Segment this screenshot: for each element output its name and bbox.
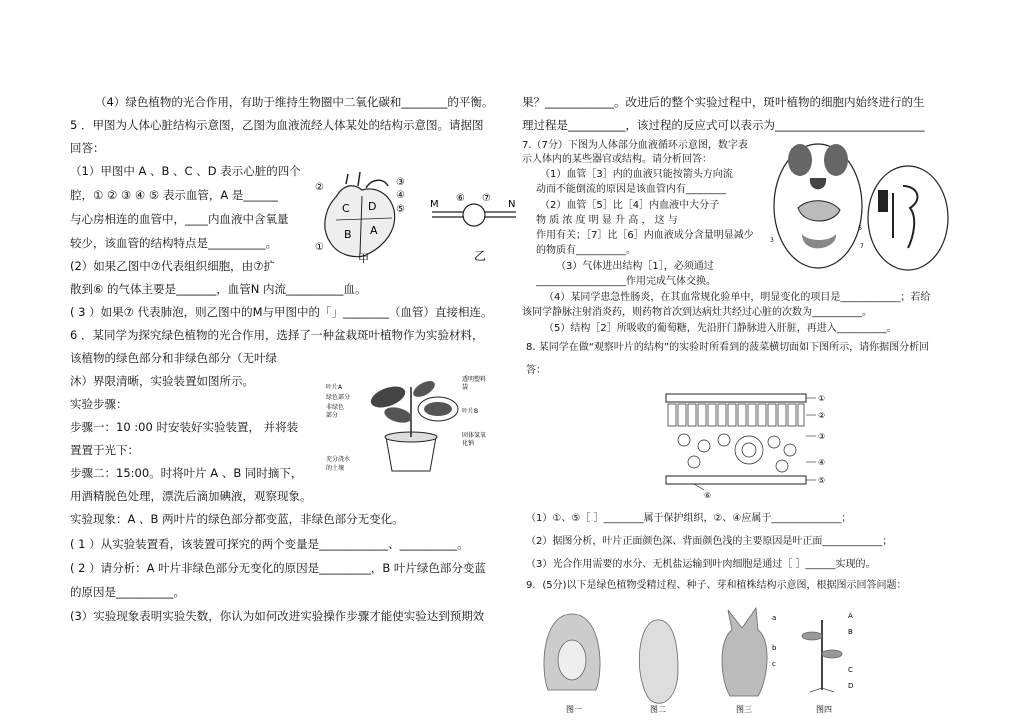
- fig9-label-c: c: [772, 660, 776, 668]
- fig9-label-b: b: [772, 644, 777, 652]
- fig9-caption-2: 图二: [650, 705, 666, 714]
- q9-intro: 9．(5分)以下是绿色植物受精过程、种子、芽和植株结构示意图，根据图示回答问题：: [526, 580, 907, 591]
- circulation-diagram: [768, 138, 958, 273]
- plant-experiment-diagram: [326, 367, 496, 477]
- plant-label-leaf-b: 叶片B: [462, 408, 479, 415]
- fig9-label-B: B: [848, 628, 853, 636]
- q7-intro-2: 示人体内的某些器官或结构。请分析回答：: [522, 154, 712, 165]
- q6-result: 实验现象：A 、B 两叶片的绿色部分都变蓝，非绿色部分无变化。: [70, 512, 404, 526]
- fig9-caption-4: 图四: [816, 705, 832, 714]
- svg-text:7: 7: [860, 243, 864, 250]
- q7-3-a: （3）气体进出结构［1］，必须通过: [556, 261, 714, 272]
- leaf-label-2: ②: [818, 411, 826, 420]
- q5-1-c: 与心房相连的血管中，____内血液中含氧量: [70, 212, 289, 226]
- heart-label-c: C: [342, 202, 350, 215]
- q6-step1-b: 置置于光下：: [70, 443, 139, 457]
- heart-label-1: ①: [315, 242, 324, 253]
- plant-label-part: 部分: [326, 412, 339, 419]
- leaf-label-4: ④: [818, 458, 826, 467]
- plant-label-leaf-a: 叶片A: [326, 384, 343, 391]
- heart-caption: 甲: [358, 252, 369, 264]
- q7-4-b: 该同学静脉注射消炎药，则药物首次到达病灶共经过心脏的次数为__________。: [522, 307, 872, 318]
- q5-2-b: 散到⑥ 的气体主要是_______，血管N 内流__________血。: [70, 282, 367, 296]
- leaf-label-3: ③: [818, 432, 826, 441]
- leaf-label-6: ⑥: [704, 491, 712, 500]
- leaf-cross-section: [664, 390, 834, 500]
- leaf-label-5: ⑤: [818, 476, 826, 485]
- capillary-diagram: [428, 190, 520, 265]
- q4-line: （4）绿色植物的光合作用，有助于维持生物圈中二氧化碳和________的平衡。: [95, 95, 494, 109]
- vessel-caption: 乙: [474, 249, 487, 263]
- heart-label-4: ④: [396, 190, 405, 201]
- q8-intro-2: 答：: [526, 365, 546, 376]
- q6-2-b: 的原因是__________。: [70, 585, 185, 599]
- q5-intro-2: 回答：: [70, 141, 105, 155]
- q7-intro: 7.（7分）下图为人体部分血液循环示意图，数字表: [522, 140, 748, 151]
- q6-step1-a: 步骤一：10 :00 时安装好实验装置， 并将装: [70, 420, 299, 434]
- plant-label-naoh: 固体氢氧: [462, 432, 487, 439]
- q8-1: （1）①、⑤［ ］________属于保护组织，②、④应属于______________；: [526, 513, 852, 524]
- q7-4-a: （4）某同学患急性肠炎，在其血常规化验单中，明显变化的项目是____________；若给: [544, 292, 931, 303]
- q6-step2-a: 步骤二：15:00。时将叶片 A 、B 同时摘下，: [70, 466, 303, 480]
- fig9-label-D: D: [848, 682, 854, 690]
- q6-3-cont: 果？____________。改进后的整个实验过程中，斑叶植物的细胞内始终进行的生: [522, 95, 925, 109]
- q6-intro-3: 沐）界限清晰，实验装置如图所示。: [70, 374, 254, 388]
- q7-5: （5）结构［2］所吸收的葡萄糖，先沿肝门静脉进入肝脏，再进入__________。: [544, 323, 897, 334]
- heart-label-5: ⑤: [396, 204, 405, 215]
- q6-steps: 实验步骤：: [70, 397, 128, 411]
- plant-label-green: 绿色部分: [326, 394, 351, 401]
- q8-2: （2）据图分析，叶片正面颜色深、背面颜色浅的主要原因是叶正面____________；: [526, 536, 893, 547]
- heart-diagram: [306, 172, 411, 264]
- q7-2-a: （2）血管［5］比［4］内血液中大分子: [540, 200, 720, 211]
- heart-label-2: ②: [315, 182, 324, 193]
- q6-1: ( 1 ）从实验装置看，该装置可探究的两个变量是____________、__________。: [70, 537, 469, 551]
- svg-text:3: 3: [770, 237, 774, 244]
- q6-3-cont-2: 理过程是__________，该过程的反应式可以表示为__________________________: [522, 118, 925, 132]
- plant-label-bag-2: 袋: [462, 384, 469, 391]
- q7-2-c: 作用有关；［7］比［6］内血液成分含量明显减少: [536, 230, 754, 241]
- plant-label-bag: 透明塑料: [462, 376, 487, 383]
- vessel-label-m: M: [430, 199, 439, 210]
- q5-3: ( 3 ）如果⑦ 代表肺泡，则乙图中的M与甲图中的「」________（血管）直接相连。: [70, 305, 493, 319]
- plant-label-soil: 的土壤: [326, 465, 345, 472]
- plant-label-naoh-2: 化钠: [462, 440, 475, 447]
- q7-3-b: __________________作用完成气体交换。: [536, 276, 716, 287]
- vessel-label-6: ⑥: [456, 193, 465, 204]
- heart-label-a: A: [370, 224, 378, 237]
- q5-1-a: （1）甲图中 A 、B 、C 、D 表示心脏的四个: [70, 164, 301, 178]
- q5-2-a: (2）如果乙图中⑦代表组织细胞，由⑦扩: [70, 259, 275, 273]
- q5-1-d: 较少，该血管的结构特点是__________。: [70, 236, 277, 250]
- fig9-label-C: C: [848, 666, 853, 674]
- q6-step2-b: 用酒精脱色处理，漂洗后滴加碘液，观察现象。: [70, 489, 312, 503]
- q5-intro: 5 ．甲图为人体心脏结构示意图，乙图为血液流经人体某处的结构示意图。请据图: [70, 118, 484, 132]
- heart-label-d: D: [368, 200, 377, 213]
- vessel-label-7: ⑦: [482, 193, 491, 204]
- q8-intro: 8. 某同学在做“观察叶片的结构”的实验时所看到的菠菜横切面如下图所示，请你据图分析回: [526, 342, 930, 353]
- fig9-caption-1: 图一: [566, 705, 582, 714]
- plant-label-water: 充分浇水: [326, 456, 351, 463]
- heart-label-3: ③: [396, 177, 405, 188]
- vessel-label-n: N: [508, 199, 516, 210]
- svg-text:6: 6: [858, 225, 862, 232]
- q8-3: （3）光合作用需要的水分、无机盐运输到叶肉细胞是通过［ ］______实现的。: [526, 559, 876, 570]
- fig9-label-a: a: [772, 614, 777, 622]
- plant-label-nongreen: 非绿色: [326, 404, 345, 411]
- fig9-label-A: A: [848, 612, 853, 620]
- fig9-caption-3: 图三: [736, 705, 752, 714]
- q6-2-a: ( 2 ）请分析：A 叶片非绿色部分无变化的原因是_________，B 叶片绿色部分变蓝: [70, 561, 486, 575]
- q5-1-b: 腔，① ② ③ ④ ⑤ 表示血管，A 是______: [70, 188, 278, 202]
- heart-label-b: B: [344, 228, 352, 241]
- q6-3: (3）实验现象表明实验失数，你认为如何改进实验操作步骤才能使实验达到预期效: [70, 609, 485, 623]
- q6-intro: 6 ．某同学为探究绿色植物的光合作用，选择了一种盆栽斑叶植物作为实验材料，: [70, 328, 484, 342]
- q7-2-d: 的物质有__________。: [536, 245, 636, 256]
- q7-1-a: （1）血管［3］内的血液只能按箭头方向流: [540, 169, 733, 180]
- leaf-label-1: ①: [818, 394, 826, 403]
- q7-2-b: 物 质 浓 度 明 显 升 高 ， 这 与: [536, 215, 678, 226]
- figure-9-panels: [532, 600, 872, 720]
- q7-1-b: 动而不能倒流的原因是该血管内有________: [536, 184, 726, 195]
- q6-intro-2: 该植物的绿色部分和非绿色部分（无叶绿: [70, 351, 277, 365]
